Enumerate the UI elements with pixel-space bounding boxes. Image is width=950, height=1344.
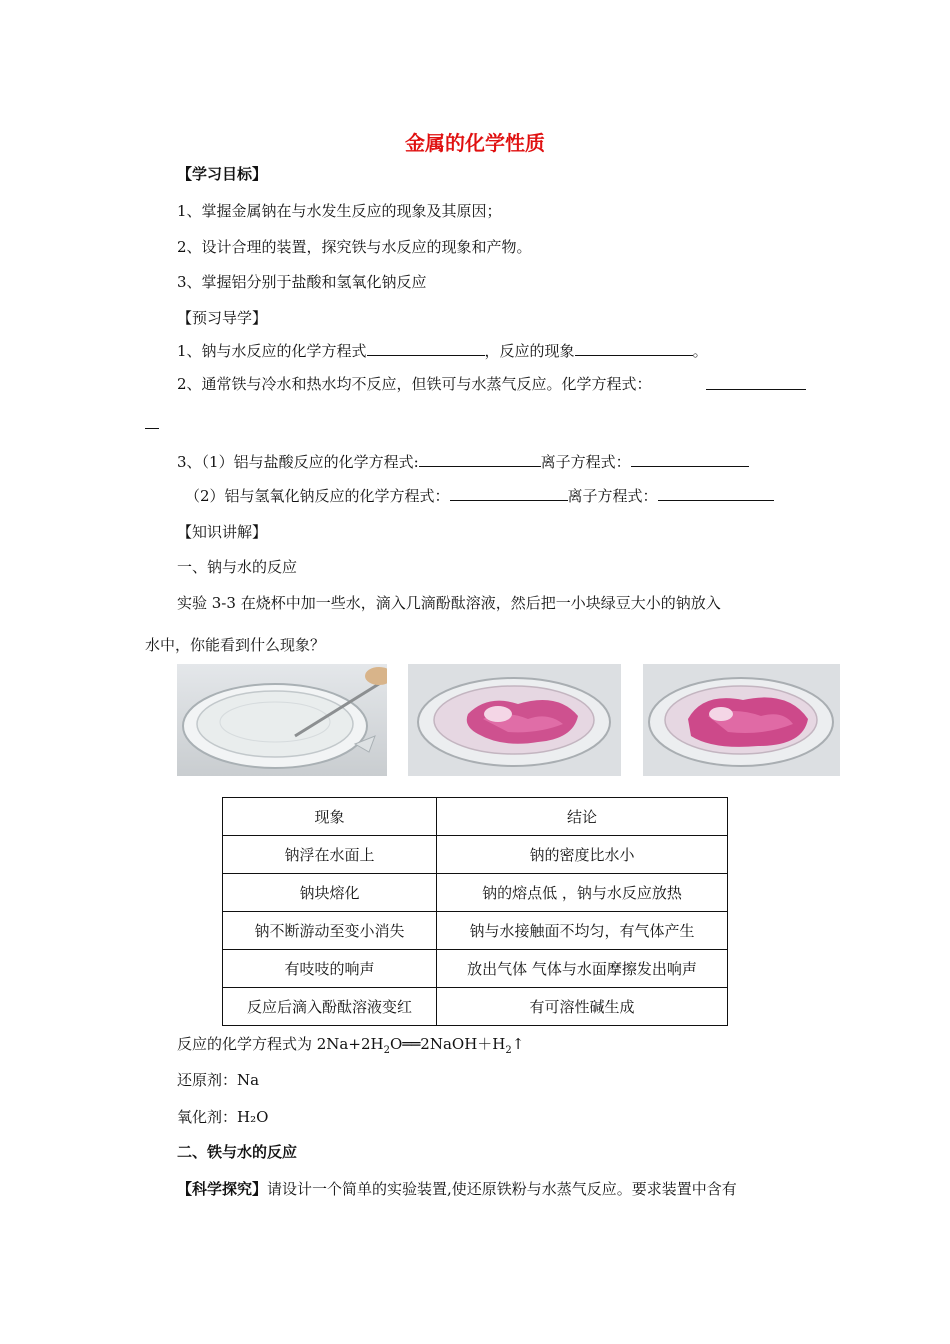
table-cell: 钠浮在水面上	[223, 836, 437, 874]
preview-question-1	[177, 340, 708, 361]
table-row	[223, 874, 728, 912]
answer-blank[interactable]	[706, 375, 806, 390]
answer-blank[interactable]	[658, 486, 774, 501]
inquiry-label: 【科学探究】	[177, 1180, 268, 1198]
observation-table	[222, 797, 728, 1026]
preview-heading: 【预习导学】	[177, 309, 268, 327]
inquiry-text: 请设计一个简单的实验装置,使还原铁粉与水蒸气反应。要求装置中含有	[267, 1180, 737, 1198]
table-row	[223, 950, 728, 988]
photo-pink-reaction-1	[408, 664, 621, 776]
question-1-text-c: 。	[692, 342, 708, 360]
table-cell: 有可溶性碱生成	[437, 988, 728, 1026]
equation-subscript: 2	[383, 1045, 390, 1056]
equation-subscript: 2	[505, 1045, 512, 1056]
gas-arrow: ↑	[511, 1035, 525, 1053]
science-inquiry	[177, 1178, 737, 1199]
knowledge-heading: 【知识讲解】	[177, 523, 268, 541]
preview-question-2	[177, 373, 652, 394]
preview-question-4	[185, 485, 774, 506]
reducing-agent: 还原剂：Na	[177, 1071, 260, 1089]
table-cell: 钠块熔化	[223, 874, 437, 912]
goal-item-3: 3、掌握铝分别于盐酸和氢氧化钠反应	[177, 273, 427, 291]
column-header: 现象	[223, 798, 437, 836]
question-3-text-a: 3、（1）铝与盐酸反应的化学方程式:	[177, 453, 419, 471]
goals-heading: 【学习目标】	[177, 165, 268, 183]
table-cell: 钠不断游动至变小消失	[223, 912, 437, 950]
equation-middle: O══2NaOH＋H	[389, 1035, 506, 1053]
question-1-text-b: ，反应的现象	[484, 342, 575, 360]
section-1-title: 一、钠与水的反应	[177, 558, 298, 576]
answer-blank[interactable]	[367, 341, 485, 356]
question-3-text-b: 离子方程式：	[540, 453, 631, 471]
photo-clear-water	[177, 664, 387, 776]
oxidizing-agent: 氧化剂：H₂O	[177, 1108, 269, 1126]
preview-question-3	[177, 451, 749, 472]
table-row	[223, 836, 728, 874]
table-cell: 钠与水接触面不均匀，有气体产生	[437, 912, 728, 950]
table-cell: 钠的熔点低 ，钠与水反应放热	[437, 874, 728, 912]
goal-item-1: 1、掌握金属钠在与水发生反应的现象及其原因；	[177, 202, 502, 220]
answer-blank[interactable]	[419, 452, 541, 467]
answer-blank-continuation[interactable]	[145, 414, 159, 429]
page-title: 金属的化学性质	[405, 131, 545, 155]
table-cell: 有吱吱的响声	[223, 950, 437, 988]
table-cell: 放出气体 气体与水面摩擦发出响声	[437, 950, 728, 988]
question-4-text-b: 离子方程式：	[567, 487, 658, 505]
reaction-equation	[177, 1033, 524, 1056]
table-row	[223, 912, 728, 950]
goal-item-2: 2、设计合理的装置，探究铁与水反应的现象和产物。	[177, 238, 532, 256]
question-4-text-a: （2）铝与氢氧化钠反应的化学方程式：	[185, 487, 450, 505]
experiment-photos	[177, 664, 840, 776]
table-header-row	[223, 798, 728, 836]
table-row	[223, 988, 728, 1026]
experiment-description: 实验 3-3 在烧杯中加一些水，滴入几滴酚酞溶液，然后把一小块绿豆大小的钠放入	[177, 594, 721, 612]
section-2-title: 二、铁与水的反应	[177, 1143, 298, 1161]
answer-blank[interactable]	[631, 452, 749, 467]
question-1-text-a: 1、钠与水反应的化学方程式	[177, 342, 367, 360]
table-cell: 钠的密度比水小	[437, 836, 728, 874]
experiment-question: 水中，你能看到什么现象？	[145, 636, 326, 654]
answer-blank[interactable]	[450, 486, 568, 501]
table-cell: 反应后滴入酚酞溶液变红	[223, 988, 437, 1026]
answer-blank[interactable]	[575, 341, 693, 356]
equation-prefix: 反应的化学方程式为 2Na+2H	[177, 1035, 384, 1053]
question-2-text: 2、通常铁与冷水和热水均不反应，但铁可与水蒸气反应。化学方程式：	[177, 375, 652, 393]
column-header: 结论	[437, 798, 728, 836]
photo-pink-reaction-2	[643, 664, 840, 776]
